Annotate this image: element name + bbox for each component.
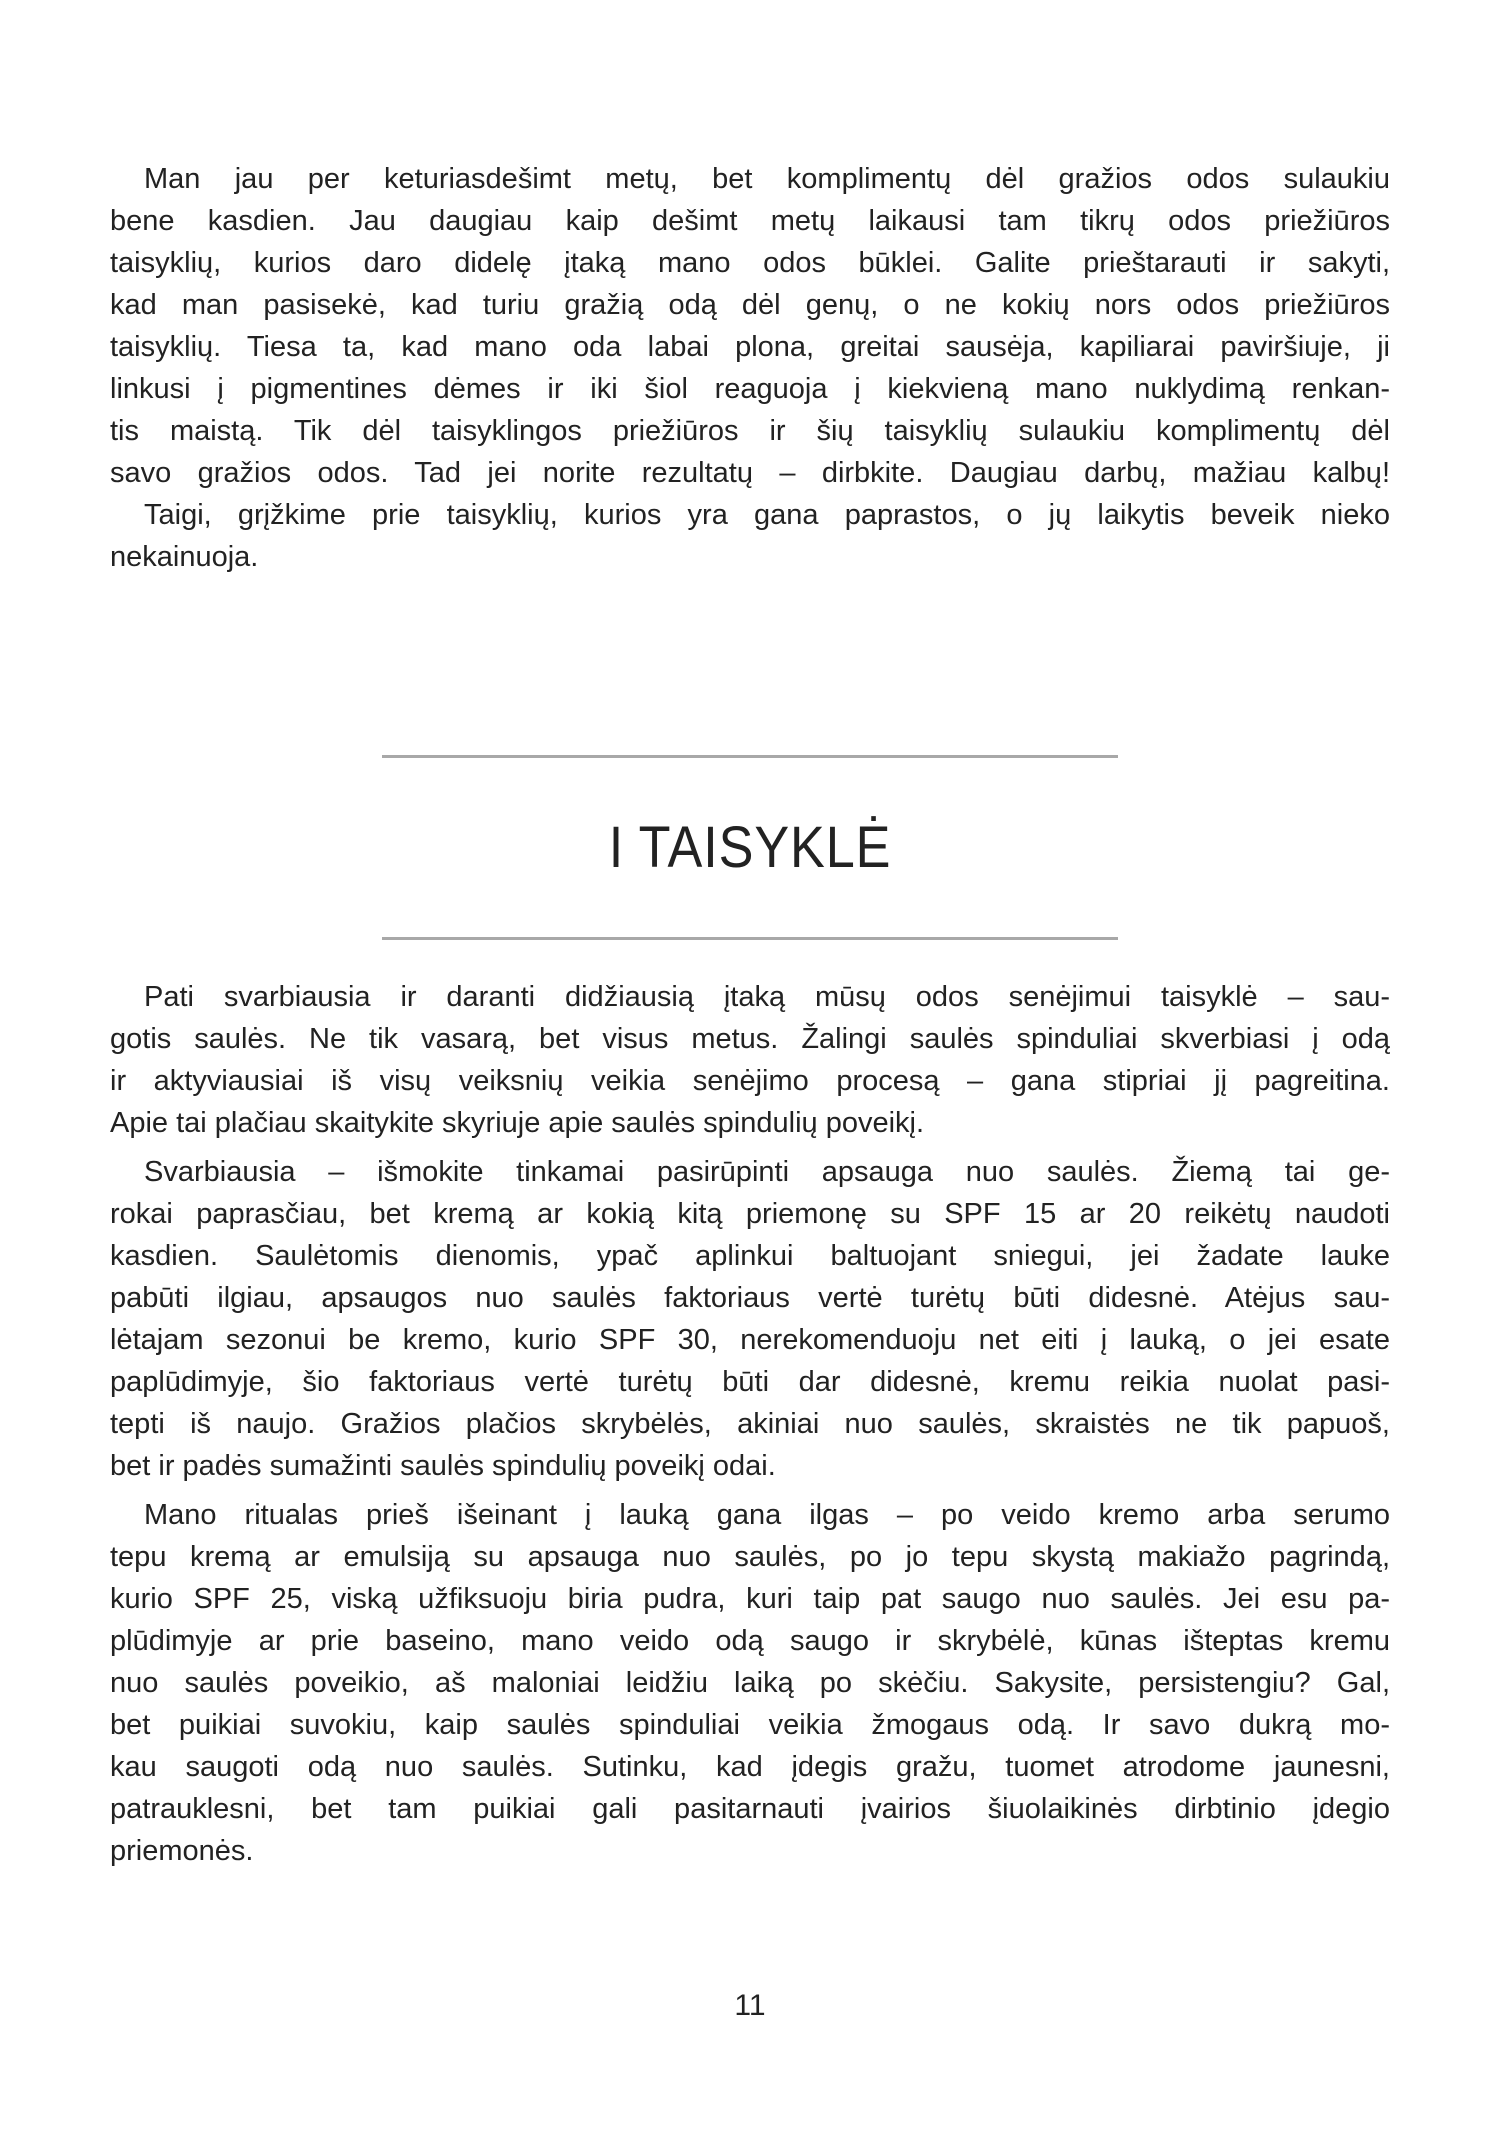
text-line: bet puikiai suvokiu, kaip saulės spinduliai veikia žmogaus odą. Ir savo dukrą mo- [110,1709,1390,1741]
text-line: nuo saulės poveikio, aš maloniai leidžiu laiką po skėčiu. Sakysite, persistengiu? Gal, [110,1667,1390,1699]
text-line: plūdimyje ar prie baseino, mano veido odą saugo ir skrybėlė, kūnas išteptas kremu [110,1625,1390,1657]
chapter-heading-block [110,755,1390,940]
text-line: pabūti ilgiau, apsaugos nuo saulės faktoriaus vertė turėtų būti didesnė. Atėjus sau- [110,1282,1390,1314]
text-line: paplūdimyje, šio faktoriaus vertė turėtų būti dar didesnė, kremu reikia nuolat pasi- [110,1366,1390,1398]
text-line: taisyklių. Tiesa ta, kad mano oda labai plona, greitai sausėja, kapiliarai paviršiuje, ji [110,331,1390,363]
text-line: kasdien. Saulėtomis dienomis, ypač aplinkui baltuojant sniegui, jei žadate lauke [110,1240,1390,1272]
text-line: kau saugoti odą nuo saulės. Sutinku, kad įdegis gražu, tuomet atrodome jaunesni, [110,1751,1390,1783]
text-line: Apie tai plačiau skaitykite skyriuje apie saulės spindulių poveikį. [110,1107,925,1139]
text-line: Pati svarbiausia ir daranti didžiausią įtaką mūsų odos senėjimui taisyklė – sau- [144,981,1390,1013]
text-line: Svarbiausia – išmokite tinkamai pasirūpinti apsauga nuo saulės. Žiemą tai ge- [144,1156,1390,1188]
paragraph [110,1494,1390,1872]
horizontal-rule-top [382,755,1118,758]
text-line: kad man pasisekė, kad turiu gražią odą dėl genų, o ne kokių nors odos priežiūros [110,289,1390,321]
text-line: tis maistą. Tik dėl taisyklingos priežiūros ir šių taisyklių sulaukiu komplimentų dėl [110,415,1390,447]
text-line: taisyklių, kurios daro didelę įtaką mano odos būklei. Galite prieštarauti ir sakyti, [110,247,1390,279]
section-heading: I TAISYKLĖ [608,815,892,880]
paragraph [110,1151,1390,1487]
text-line: Mano ritualas prieš išeinant į lauką gana ilgas – po veido kremo arba serumo [144,1499,1390,1531]
intro-text-block [110,158,1390,578]
rule-one-text-block [110,976,1390,1872]
horizontal-rule-bottom [382,937,1118,940]
text-line: ir aktyviausiai iš visų veiksnių veikia senėjimo procesą – gana stipriai jį pagreitina. [110,1065,1390,1097]
text-line: linkusi į pigmentines dėmes ir iki šiol reaguoja į kiekvieną mano nuklydimą renkan- [110,373,1390,405]
text-line: priemonės. [110,1835,254,1867]
text-line: Taigi, grįžkime prie taisyklių, kurios yra gana paprastos, o jų laikytis beveik nieko [144,499,1390,531]
page-number: 11 [734,1989,766,2022]
text-line: tepti iš naujo. Gražios plačios skrybėlės, akiniai nuo saulės, skraistės ne tik papuoš, [110,1408,1390,1440]
paragraph [110,976,1390,1144]
text-line: rokai paprasčiau, bet kremą ar kokią kitą priemonę su SPF 15 ar 20 reikėtų naudoti [110,1198,1390,1230]
text-line: kurio SPF 25, viską užfiksuoju biria pudra, kuri taip pat saugo nuo saulės. Jei esu pa- [110,1583,1390,1615]
paragraph [110,494,1390,578]
text-line: savo gražios odos. Tad jei norite rezultatų – dirbkite. Daugiau darbų, mažiau kalbų! [110,457,1390,489]
text-line: Man jau per keturiasdešimt metų, bet komplimentų dėl gražios odos sulaukiu [144,163,1390,195]
text-line: patrauklesni, bet tam puikiai gali pasitarnauti įvairios šiuolaikinės dirbtinio įdegio [110,1793,1390,1825]
text-line: gotis saulės. Ne tik vasarą, bet visus metus. Žalingi saulės spinduliai skverbiasi į odą [110,1023,1390,1055]
paragraph [110,158,1390,494]
text-line: nekainuoja. [110,541,259,573]
text-line: tepu kremą ar emulsiją su apsauga nuo saulės, po jo tepu skystą makiažo pagrindą, [110,1541,1390,1573]
text-line: bet ir padės sumažinti saulės spindulių poveikį odai. [110,1450,776,1482]
text-line: lėtajam sezonui be kremo, kurio SPF 30, nerekomenduoju net eiti į lauką, o jei esate [110,1324,1390,1356]
text-line: bene kasdien. Jau daugiau kaip dešimt metų laikausi tam tikrų odos priežiūros [110,205,1390,237]
